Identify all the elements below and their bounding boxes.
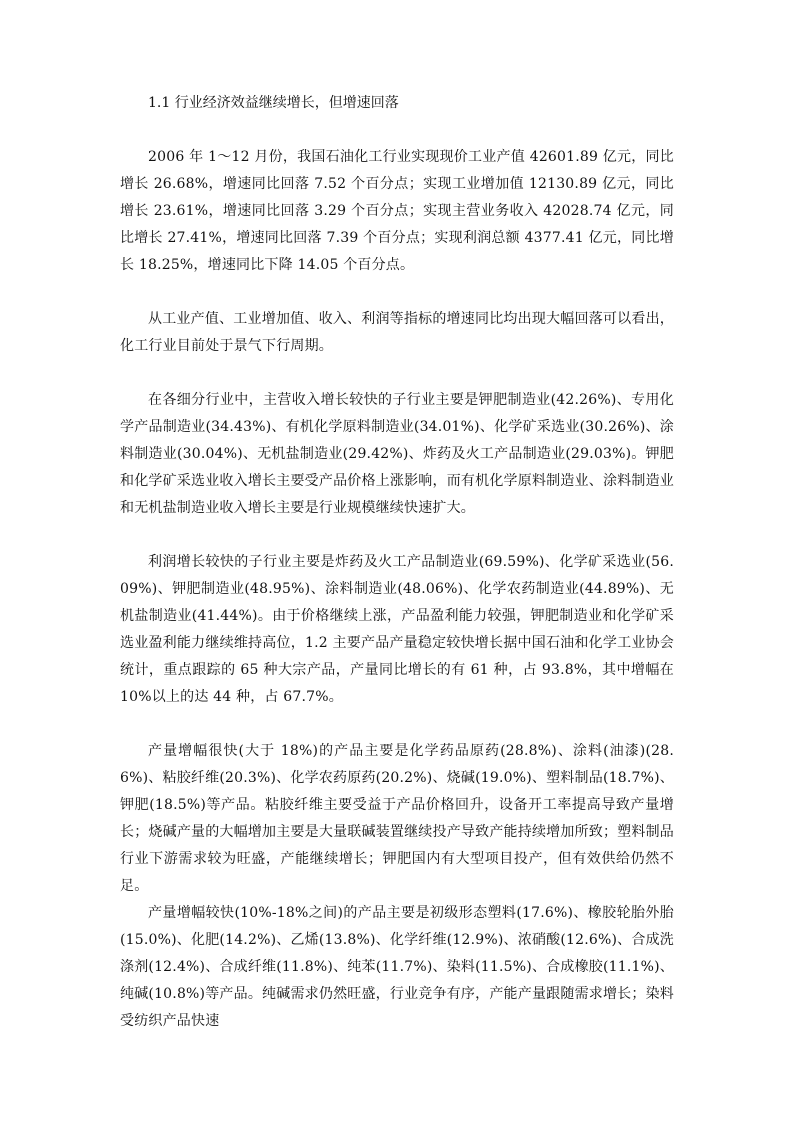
paragraph-cycle-conclusion: 从工业产值、工业增加值、收入、利润等指标的增速同比均出现大幅回落可以看出，化工行业目前处于景气下行周期。 [120,311,674,354]
paragraph-revenue-subsectors: 在各细分行业中，主营收入增长较快的子行业主要是钾肥制造业(42.26%)、专用化学产品制造业(34.43%)、有机化学原料制造业(34.01%)、化学矿采选业(30.26%)、涂料制造业(30.04%)、无机盐制造业(29.42%)、炸药及火工产品制造业(29.03%)。钾肥和化学矿采选业收入增长主要受产品价格上涨影响，而有机化学原料制造业、涂料制造业和无机盐制造业收入增长主要是行业规模继续快速扩大。 [120,392,674,516]
paragraph-rapid-growth-products: 产量增幅很快(大于 18%)的产品主要是化学药品原药(28.8%)、涂料(油漆)(28.6%)、粘胶纤维(20.3%)、化学农药原药(20.2%)、烧碱(19.0%)、塑料制品(18.7%)、钾肥(18.5%)等产品。粘胶纤维主要受益于产品价格回升，设备开工率提高导致产量增长；烧碱产量的大幅增加主要是大量联碱装置继续投产导致产能持续增加所致；塑料制品行业下游需求较为旺盛，产能继续增长；钾肥国内有大型项目投产，但有效供给仍然不足。 [120,743,674,894]
paragraph-industry-output: 2006 年 1～12 月份，我国石油化工行业实现现价工业产值 42601.89 亿元，同比增长 26.68%，增速同比回落 7.52 个百分点；实现工业增加值 12130.89 亿元，同比增长 23.61%，增速同比回落 3.29 个百分点；实现主营业务收入 42028.74 亿元，同比增长 27.41%，增速同比回落 7.39 个百分点；实现利润总额 4377.41 亿元，同比增长 18.25%，增速同比下降 14.05 个百分点。 [120,149,674,273]
paragraph-fast-growth-products: 产量增幅较快(10%-18%之间)的产品主要是初级形态塑料(17.6%)、橡胶轮胎外胎(15.0%)、化肥(14.2%)、乙烯(13.8%)、化学纤维(12.9%)、浓硝酸(12.6%)、合成洗涤剂(12.4%)、合成纤维(11.8%)、纯苯(11.7%)、染料(11.5%)、合成橡胶(11.1%)、纯碱(10.8%)等产品。纯碱需求仍然旺盛，行业竞争有序，产能产量跟随需求增长；染料受纺织产品快速 [120,905,674,1029]
document-page [120,90,674,1029]
paragraph-profit-subsectors: 利润增长较快的子行业主要是炸药及火工产品制造业(69.59%)、化学矿采选业(56.09%)、钾肥制造业(48.95%)、涂料制造业(48.06%)、化学农药制造业(44.89%)、无机盐制造业(41.44%)。由于价格继续上涨，产品盈利能力较强，钾肥制造业和化学矿采选业盈利能力继续维持高位，1.2 主要产品产量稳定较快增长据中国石油和化学工业协会统计，重点跟踪的 65 种大宗产品，产量同比增长的有 61 种，占 93.8%，其中增幅在 10%以上的达 44 种，占 67.7%。 [120,554,674,705]
section-heading: 1.1 行业经济效益继续增长，但增速回落 [148,95,399,111]
